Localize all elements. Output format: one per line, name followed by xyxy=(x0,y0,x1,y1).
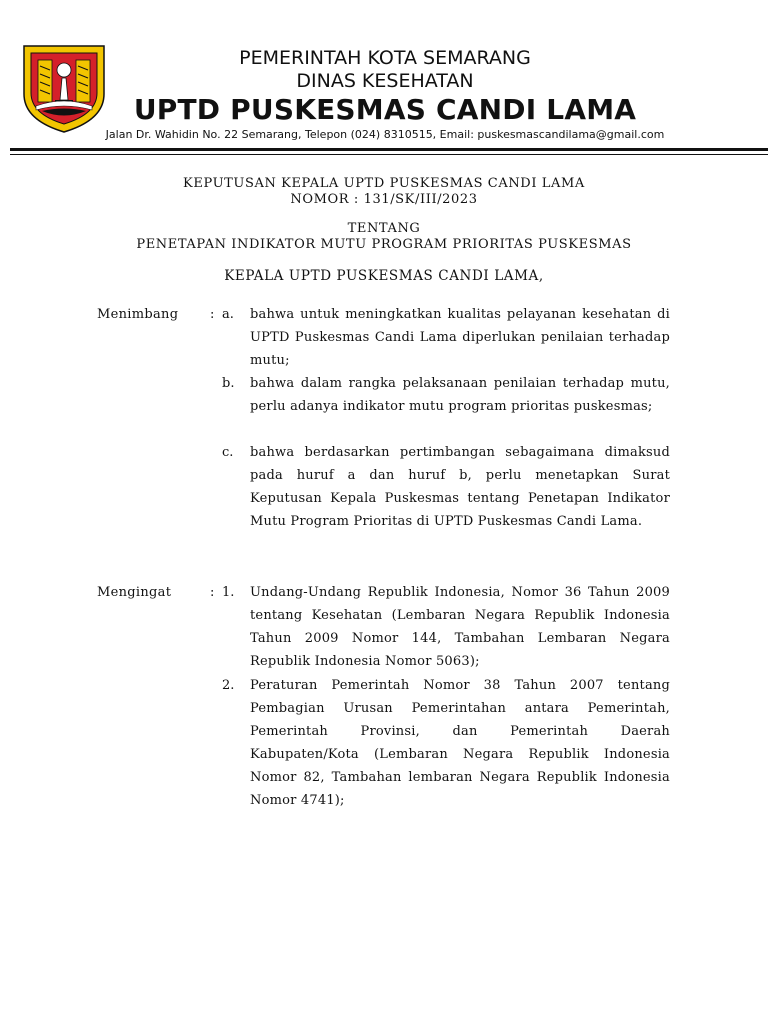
letterhead-rule-thin xyxy=(10,154,768,155)
government-name: PEMERINTAH KOTA SEMARANG xyxy=(239,47,531,69)
institution-address: Jalan Dr. Wahidin No. 22 Semarang, Telepon (024) 8310515, Email: puskesmascandilama@gmail.com xyxy=(105,128,665,141)
mengingat-label: Mengingat xyxy=(97,585,172,600)
decree-title: KEPUTUSAN KEPALA UPTD PUSKESMAS CANDI LAMA xyxy=(183,176,585,191)
mengingat-marker-2: 2. xyxy=(222,678,235,693)
menimbang-item-b: bahwa dalam rangka pelaksanaan penilaian terhadap mutu, perlu adanya indikator mutu program prioritas puskesmas; xyxy=(250,376,670,414)
mengingat-item-2: Peraturan Pemerintah Nomor 38 Tahun 2007 tentang Pembagian Urusan Pemerintahan antara Pemerintah, Pemerintah Provinsi, dan Pemerintah Daerah Kabupaten/Kota (Lembaran Negara Republik Indonesia Nomor 82, Tambahan lembaran Negara Republik Indonesia Nomor 4741); xyxy=(250,678,670,808)
menimbang-label: Menimbang xyxy=(97,307,179,322)
menimbang-item-a: bahwa untuk meningkatkan kualitas pelayanan kesehatan di UPTD Puskesmas Candi Lama diperlukan penilaian terhadap mutu; xyxy=(250,307,670,368)
menimbang-item-c: bahwa berdasarkan pertimbangan sebagaimana dimaksud pada huruf a dan huruf b, perlu menetapkan Surat Keputusan Kepala Puskesmas tentang Penetapan Indikator Mutu Program Prioritas di UPTD Puskesmas Candi Lama. xyxy=(250,445,670,529)
decree-subject: PENETAPAN INDIKATOR MUTU PROGRAM PRIORITAS PUSKESMAS xyxy=(136,237,632,252)
decree-issuer: KEPALA UPTD PUSKESMAS CANDI LAMA, xyxy=(224,268,544,284)
decree-about: TENTANG xyxy=(347,221,421,236)
mengingat-colon: : xyxy=(210,585,215,600)
mengingat-marker-1: 1. xyxy=(222,585,235,600)
menimbang-marker-b: b. xyxy=(222,376,235,391)
menimbang-colon: : xyxy=(210,307,215,322)
letterhead-rule-thick xyxy=(10,148,768,151)
department-name: DINAS KESEHATAN xyxy=(296,70,474,92)
semarang-emblem-logo xyxy=(22,44,106,134)
decree-number: NOMOR : 131/SK/III/2023 xyxy=(290,192,478,207)
menimbang-marker-a: a. xyxy=(222,307,234,322)
menimbang-marker-c: c. xyxy=(222,445,234,460)
mengingat-item-1: Undang-Undang Republik Indonesia, Nomor 36 Tahun 2009 tentang Kesehatan (Lembaran Negara Republik Indonesia Tahun 2009 Nomor 144, Tambahan Lembaran Negara Republik Indonesia Nomor 5063); xyxy=(250,585,670,669)
institution-name: UPTD PUSKESMAS CANDI LAMA xyxy=(133,93,637,126)
